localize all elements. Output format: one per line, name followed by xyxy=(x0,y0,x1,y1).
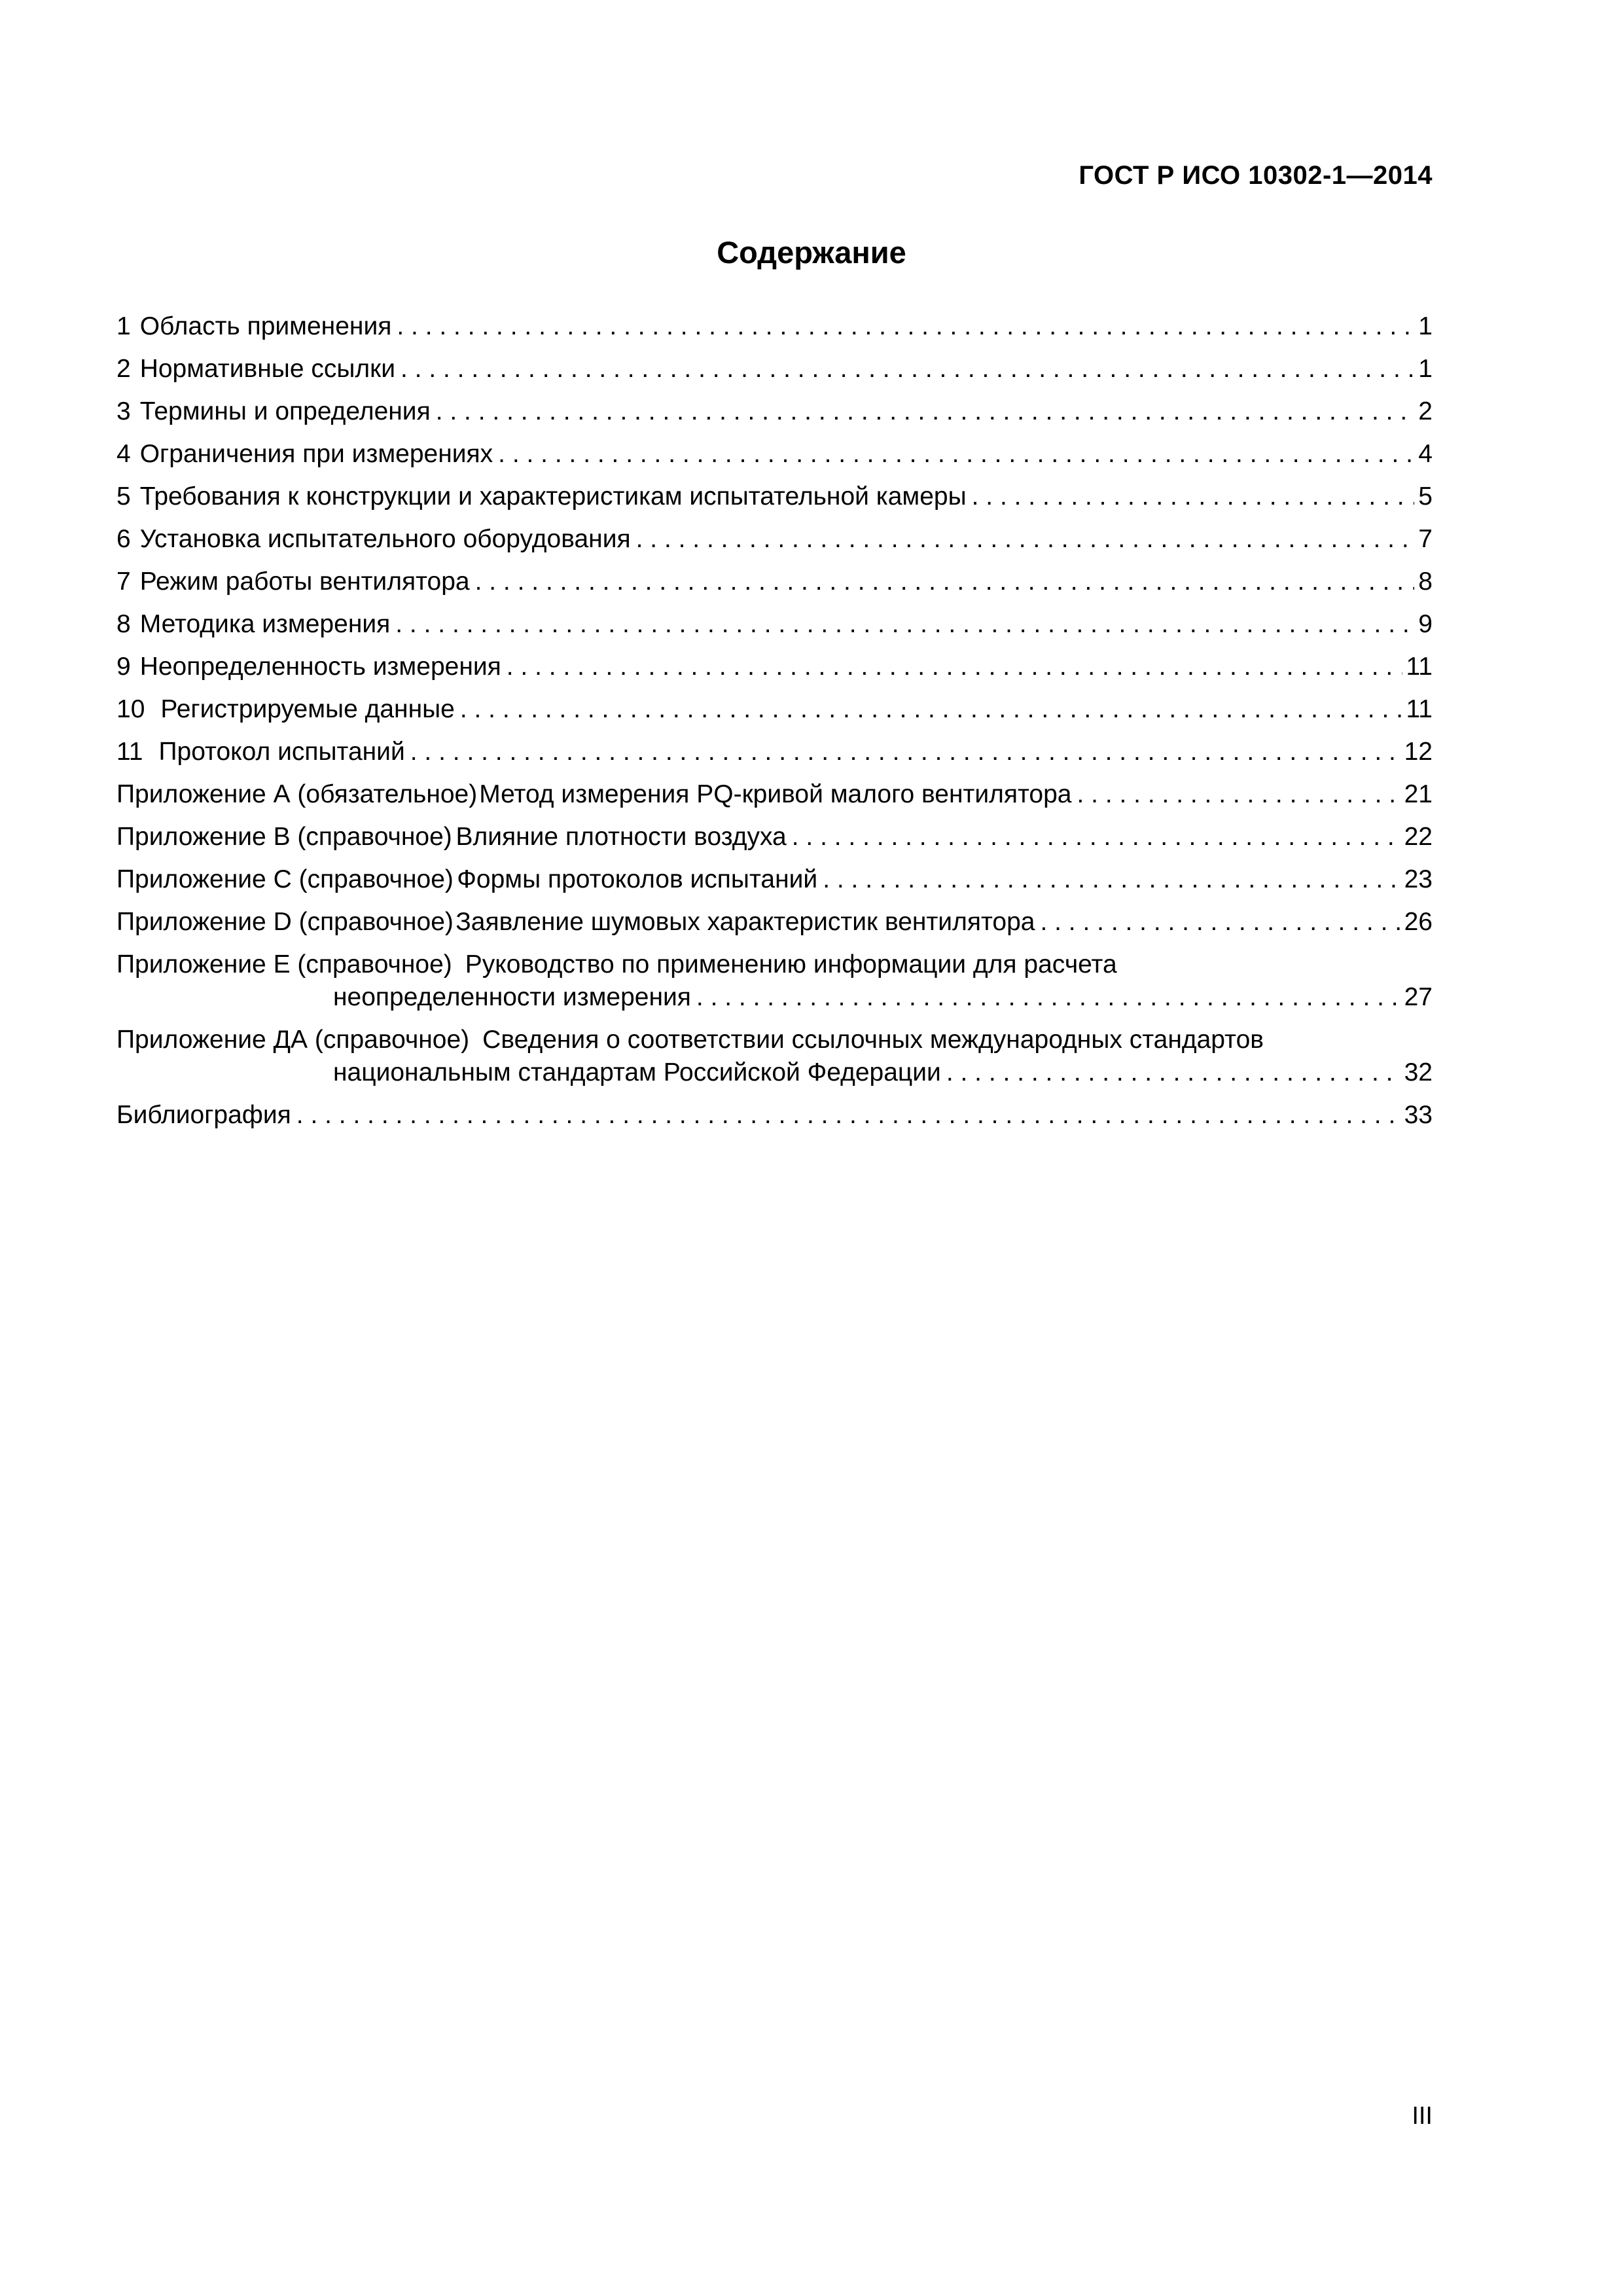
dot-leader xyxy=(696,981,1400,1014)
annex-label: Приложение С (справочное) xyxy=(116,865,454,893)
toc-entry-page: 11 xyxy=(1406,695,1433,723)
dot-leader xyxy=(401,353,1414,386)
toc-entry-title: Регистрируемые данные xyxy=(160,695,455,723)
toc-entry-10[interactable] xyxy=(116,693,1433,736)
toc-entry-number: 4 xyxy=(116,440,131,468)
dot-leader xyxy=(507,651,1402,683)
toc-entry-title: Требования к конструкции и характеристикам испытательной камеры xyxy=(139,482,967,511)
annex-title-continued: неопределенности измерения xyxy=(333,983,691,1011)
toc-bibliography[interactable] xyxy=(116,1099,1433,1141)
toc-annex-a[interactable] xyxy=(116,778,1433,821)
toc-entry-number: 11 xyxy=(116,738,143,766)
toc-entry-page: 5 xyxy=(1418,482,1433,511)
toc-entry-title: Режим работы вентилятора xyxy=(139,567,470,596)
annex-title: Заявление шумовых характеристик вентилятора xyxy=(455,908,1035,936)
toc-annex-d[interactable] xyxy=(116,906,1433,948)
toc-entry-page: 12 xyxy=(1404,738,1433,766)
annex-title-continued: национальным стандартам Российской Федерации xyxy=(333,1058,941,1086)
toc-entry-title: Неопределенность измерения xyxy=(139,653,501,681)
annex-label: Приложение В (справочное) xyxy=(116,823,452,851)
dot-leader xyxy=(498,438,1414,471)
annex-label: Приложение ДА (справочное) xyxy=(116,1026,470,1054)
toc-entry-number: 3 xyxy=(116,397,131,425)
toc-entry-title: Установка испытательного оборудования xyxy=(139,525,631,553)
toc-entry-page: 2 xyxy=(1418,397,1433,425)
toc-entry-7[interactable] xyxy=(116,565,1433,608)
toc-annex-e[interactable] xyxy=(116,948,1433,1024)
dot-leader xyxy=(636,523,1415,556)
annex-title: Сведения о соответствии ссылочных международных стандартов xyxy=(482,1026,1264,1054)
annex-title: Влияние плотности воздуха xyxy=(455,823,787,851)
table-of-contents xyxy=(116,310,1433,1141)
bibliography-page: 33 xyxy=(1404,1101,1433,1129)
toc-annex-c[interactable] xyxy=(116,863,1433,906)
annex-page: 23 xyxy=(1404,865,1433,893)
annex-page: 27 xyxy=(1404,983,1433,1011)
toc-entry-page: 11 xyxy=(1406,653,1433,681)
toc-entry-6[interactable] xyxy=(116,523,1433,565)
dot-leader xyxy=(410,736,1400,768)
annex-page: 32 xyxy=(1404,1058,1433,1086)
toc-entry-5[interactable] xyxy=(116,480,1433,523)
dot-leader xyxy=(823,863,1400,896)
dot-leader xyxy=(946,1056,1400,1089)
toc-entry-title: Нормативные ссылки xyxy=(139,355,395,383)
annex-page: 26 xyxy=(1404,908,1433,936)
annex-page: 21 xyxy=(1404,780,1433,808)
toc-entry-11[interactable] xyxy=(116,736,1433,778)
toc-title: Содержание xyxy=(717,235,906,270)
toc-entry-number: 8 xyxy=(116,610,131,638)
toc-entry-title: Методика измерения xyxy=(139,610,391,638)
toc-entry-3[interactable] xyxy=(116,395,1433,438)
bibliography-title: Библиография xyxy=(116,1101,291,1129)
document-code: ГОСТ Р ИСО 10302-1—2014 xyxy=(1079,161,1433,190)
annex-title: Метод измерения PQ-кривой малого вентилятора xyxy=(479,780,1072,808)
dot-leader xyxy=(475,565,1415,598)
toc-entry-4[interactable] xyxy=(116,438,1433,480)
annex-page: 22 xyxy=(1404,823,1433,851)
annex-title: Руководство по применению информации для расчета xyxy=(465,950,1117,978)
dot-leader xyxy=(972,480,1415,513)
toc-entry-page: 1 xyxy=(1418,312,1433,340)
toc-entry-number: 1 xyxy=(116,312,131,340)
toc-entry-number: 7 xyxy=(116,567,131,596)
toc-entry-page: 1 xyxy=(1418,355,1433,383)
toc-entry-page: 4 xyxy=(1418,440,1433,468)
dot-leader xyxy=(296,1099,1400,1132)
dot-leader xyxy=(397,310,1414,343)
toc-annex-b[interactable] xyxy=(116,821,1433,863)
toc-entry-title: Термины и определения xyxy=(139,397,431,425)
toc-entry-number: 9 xyxy=(116,653,131,681)
toc-entry-number: 5 xyxy=(116,482,131,511)
annex-label: Приложение D (справочное) xyxy=(116,908,454,936)
toc-entry-1[interactable] xyxy=(116,310,1433,353)
toc-entry-title: Протокол испытаний xyxy=(158,738,405,766)
toc-entry-number: 2 xyxy=(116,355,131,383)
toc-annex-da[interactable] xyxy=(116,1024,1433,1099)
toc-entry-page: 9 xyxy=(1418,610,1433,638)
dot-leader xyxy=(460,693,1402,726)
dot-leader xyxy=(1077,778,1400,811)
toc-entry-page: 7 xyxy=(1418,525,1433,553)
toc-entry-number: 10 xyxy=(116,695,145,723)
dot-leader xyxy=(436,395,1415,428)
annex-label: Приложение Е (справочное) xyxy=(116,950,452,978)
page-number: III xyxy=(1412,2102,1433,2130)
toc-entry-title: Ограничения при измерениях xyxy=(139,440,493,468)
toc-entry-page: 8 xyxy=(1418,567,1433,596)
toc-entry-8[interactable] xyxy=(116,608,1433,651)
toc-entry-number: 6 xyxy=(116,525,131,553)
annex-label: Приложение А (обязательное) xyxy=(116,780,478,808)
toc-entry-2[interactable] xyxy=(116,353,1433,395)
dot-leader xyxy=(395,608,1414,641)
dot-leader xyxy=(1040,906,1400,939)
annex-title: Формы протоколов испытаний xyxy=(457,865,818,893)
dot-leader xyxy=(792,821,1400,853)
toc-entry-title: Область применения xyxy=(139,312,392,340)
toc-entry-9[interactable] xyxy=(116,651,1433,693)
